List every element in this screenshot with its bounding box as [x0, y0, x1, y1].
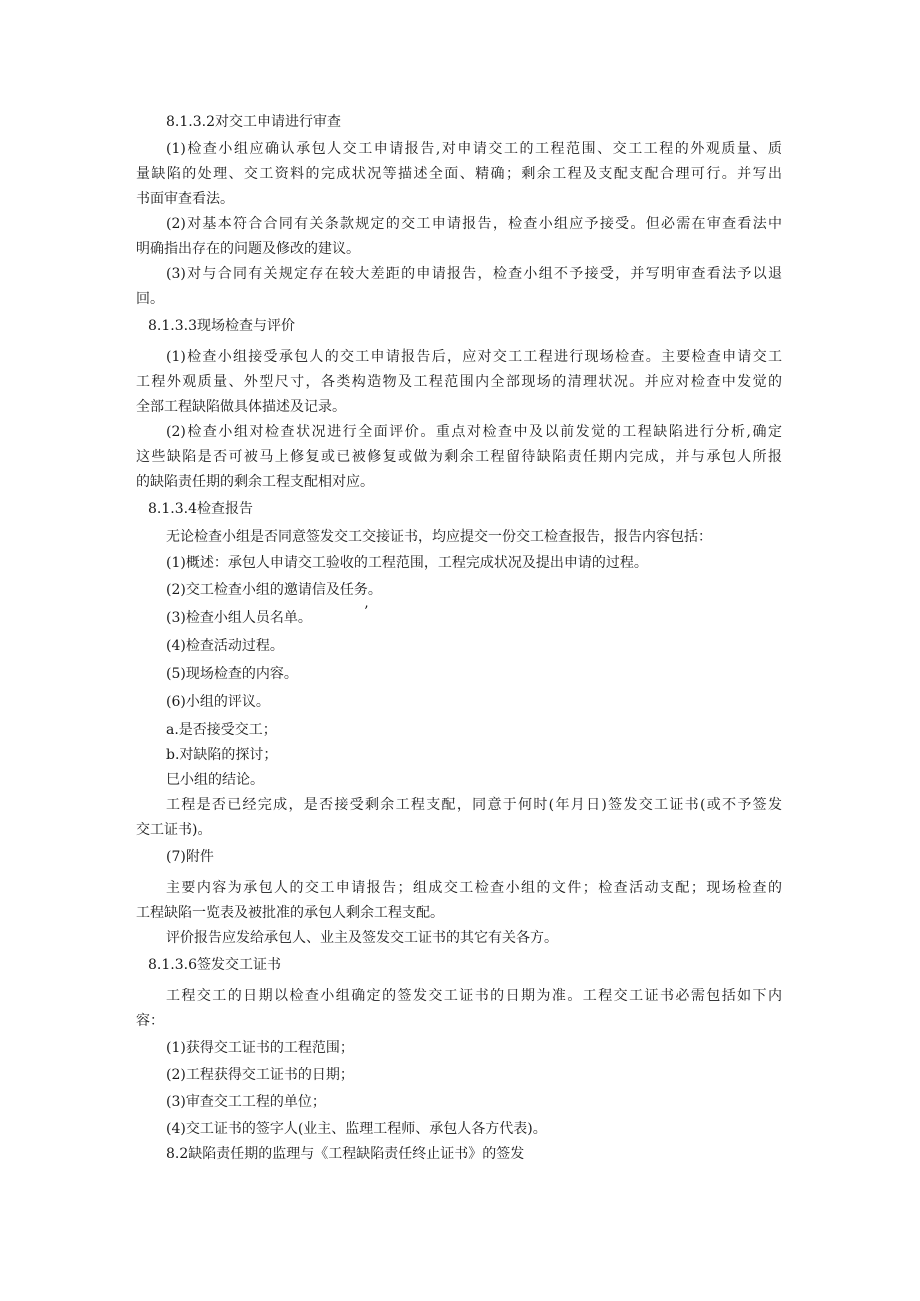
section-heading-8-1-3-2: 8.1.3.2对交工申请进行审查	[166, 114, 341, 130]
paragraph-line: (1)检查小组接受承包人的交工申请报告后，应对交工工程进行现场检查。主要检查申请交工	[166, 349, 782, 365]
list-item: (1)概述：承包人申请交工验收的工程范围，工程完成状况及提出申请的过程。	[166, 555, 648, 571]
paragraph-line: 全部工程缺陷做具体描述及记录。	[136, 399, 346, 415]
list-item: (7)附件	[166, 849, 214, 865]
paragraph-line: 书面审查看法。	[136, 191, 234, 207]
section-heading-8-1-3-3: 8.1.3.3现场检查与评价	[148, 318, 295, 334]
list-item: (2)交工检查小组的邀请信及任务。	[166, 582, 382, 598]
paragraph-line: (1)检查小组应确认承包人交工申请报告,对申请交工的工程范围、交工工程的外观质量、质	[166, 141, 782, 157]
section-heading-8-2: 8.2缺陷责任期的监理与《工程缺陷责任终止证书》的签发	[166, 1146, 525, 1162]
paragraph-line: 无论检查小组是否同意签发交工交接证书，均应提交一份交工检查报告，报告内容包括：	[166, 529, 712, 545]
paragraph-line: 交工证书)。	[136, 822, 212, 838]
paragraph-line: 量缺陷的处理、交工资料的完成状况等描述全面、精确；剩余工程及支配支配合理可行。并写出	[136, 166, 782, 182]
paragraph-line: 这些缺陷是否可被马上修复或已被修复或做为剩余工程留待缺陷责任期内完成，并与承包人所报	[136, 449, 782, 465]
sub-list-item: 巳小组的结论。	[166, 772, 264, 788]
paragraph-line: 工程缺陷一览表及被批准的承包人剩余工程支配。	[136, 905, 444, 921]
list-item: (2)工程获得交工证书的日期；	[166, 1067, 354, 1083]
paragraph-line: 的缺陷责任期的剩余工程支配相对应。	[136, 474, 374, 490]
sub-list-item: a.是否接受交工；	[166, 722, 277, 738]
list-item: (3)审查交工工程的单位；	[166, 1094, 326, 1110]
list-item: (3)检查小组人员名单。	[166, 610, 312, 626]
paragraph-line: 评价报告应发给承包人、业主及签发交工证书的其它有关各方。	[166, 930, 558, 946]
paragraph-line: 明确指出存在的问题及修改的建议。	[136, 241, 360, 257]
paragraph-line: 工程交工的日期以检查小组确定的签发交工证书的日期为准。工程交工证书必需包括如下内	[166, 988, 782, 1004]
section-heading-8-1-3-4: 8.1.3.4检查报告	[148, 501, 253, 517]
paragraph-line: 工程是否已经完成，是否接受剩余工程支配，同意于何时(年月日)签发交工证书(或不予签发	[166, 797, 782, 813]
list-item: (6)小组的评议。	[166, 694, 270, 710]
list-item: (4)交工证书的签字人(业主、监理工程师、承包人各方代表)。	[166, 1121, 547, 1137]
list-item: (4)检查活动过程。	[166, 638, 284, 654]
paragraph-line: (2)检查小组对检查状况进行全面评价。重点对检查中及以前发觉的工程缺陷进行分析,确定	[166, 424, 782, 440]
paragraph-line: 工程外观质量、外型尺寸，各类构造物及工程范围内全部现场的清理状况。并应对检查中发觉的	[136, 374, 782, 390]
paragraph-line: (3)对与合同有关规定存在较大差距的申请报告，检查小组不予接受，并写明审查看法予以退	[166, 266, 782, 282]
stray-mark: ’	[364, 604, 369, 620]
section-heading-8-1-3-6: 8.1.3.6签发交工证书	[148, 957, 281, 973]
paragraph-line: (2)对基本符合合同有关条款规定的交工申请报告，检查小组应予接受。但必需在审查看法中	[166, 216, 782, 232]
paragraph-line: 主要内容为承包人的交工申请报告；组成交工检查小组的文件；检查活动支配；现场检查的	[166, 880, 782, 896]
sub-list-item: b.对缺陷的探讨；	[166, 747, 278, 763]
list-item: (1)获得交工证书的工程范围；	[166, 1040, 354, 1056]
list-item: (5)现场检查的内容。	[166, 666, 298, 682]
paragraph-line: 回。	[136, 291, 164, 307]
paragraph-line: 容：	[136, 1013, 164, 1029]
